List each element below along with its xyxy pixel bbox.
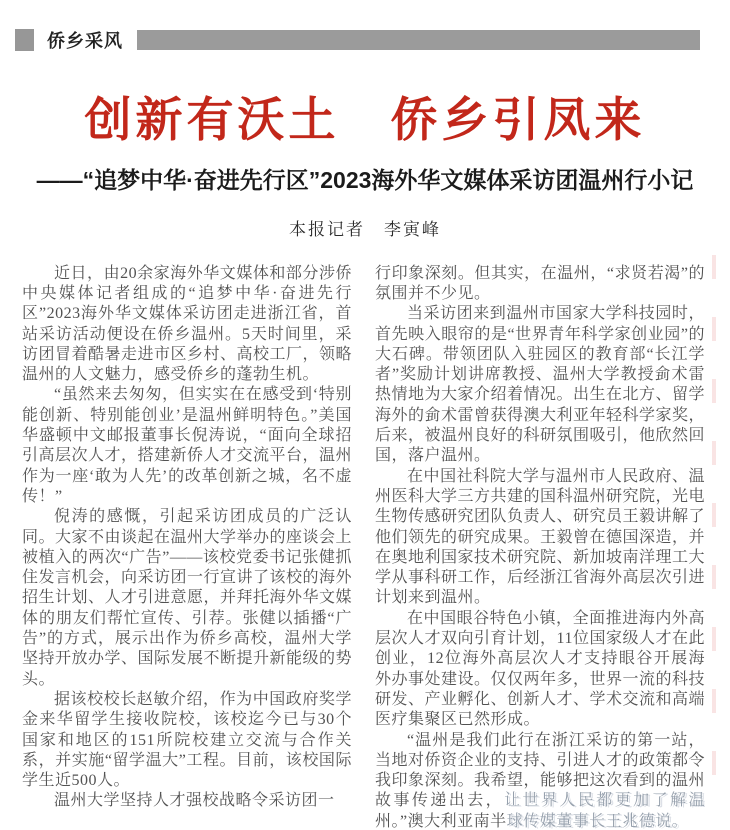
text-segment: 倪涛的感慨，引起采访团成员的广泛认同。大家不由谈起在温州大学举办的座谈会上被植入的两次“广告”——该校党委书记张健抓住发言机会，向采访团一行宣讲了该校的海外招生计划、人才引进意愿，并拜托海外华文媒体的朋友们帮忙宣传、引荐。张健以插播“广告”的方式，展示出作为侨乡高校，温州大学坚持开放办学、国际发展不断提升新能级的势头。 [22, 508, 353, 688]
body-paragraph [375, 609, 705, 731]
scan-artifact-decoration [712, 255, 716, 800]
article-column-right [375, 264, 705, 830]
article-column-left [22, 264, 352, 830]
body-paragraph [22, 690, 352, 791]
column-header-label: 侨乡采风 [47, 31, 123, 51]
text-segment: 当采访团来到温州市国家大学科技园时，首先映入眼帘的是“世界青年科学家创业园”的大石碑。带领团队入驻园区的教育部“长江学者”奖励计划讲席教授、温州大学教授侴术雷热情地为大家介绍着情况。出生在北方、留学海外的侴术雷曾获得澳大利亚年轻科学家奖，后来，被温州良好的科研氛围吸引，他欣然回国，落户温州。 [375, 305, 705, 465]
text-segment: “虽然来去匆匆，但实实在在感受到‘特别能创新、特别能创业’是温州鲜明特色。”美国华盛顿中文邮报董事长倪涛说，“面向全球招引高层次人才，搭建新侨人才交流平台，温州作为一座‘敢为人先’的改革创新之城，名不虚传！” [22, 386, 353, 505]
body-paragraph [375, 731, 705, 830]
text-segment: 在中国眼谷特色小镇，全面推进海内外高层次人才双向引育计划，11位国家级人才在此创业，12位海外高层次人才支持眼谷开展海外办事处建设。仅仅两年多，世界一流的科技研发、产业孵化、创新人才、学术交流和高端医疗集聚区已然形成。 [375, 609, 705, 729]
body-paragraph [22, 791, 352, 811]
article-body [22, 264, 705, 830]
text-segment: “温州是我们此行在浙江采访的第一站，当地对侨资企业的支持、引进人才的政策都令我印象深刻。我希望，能够把这次看到的温州故事传递出去， [375, 731, 705, 810]
byline: 本报记者 李寅峰 [289, 219, 441, 239]
text-segment: 据该校校长赵敏介绍，作为中国政府奖学金来华留学生接收院校，该校迄今已与30个国家和地区的151所院校建立交流与合作关系，并实施“留学温大”工程。目前，该校国际学生近500人。 [22, 690, 352, 790]
text-segment: 州。”澳大利亚南半 [375, 812, 507, 830]
text-segment: 行印象深刻。但其实，在温州，“求贤若渴”的氛围并不少见。 [375, 264, 705, 302]
ghosted-text-segment: 球传媒董事长王兆德说。 [506, 812, 689, 830]
body-paragraph [375, 304, 705, 466]
article-title: 创新有沃土 侨乡引凤来 [84, 95, 646, 147]
text-segment: 温州大学坚持人才强校战略令采访团一 [54, 792, 335, 810]
body-paragraph [22, 385, 352, 507]
text-segment: 在中国社科院大学与温州市人民政府、温州医科大学三方共建的国科温州研究院，光电生物传感研究团队负责人、研究员王毅讲解了他们领先的研究成果。王毅曾在德国深造，并在奥地利国家技术研究院、新加坡南洋理工大学从事科研工作，后经浙江省海外高层次引进计划来到温州。 [375, 467, 705, 607]
text-segment: 近日，由20余家海外华文媒体和部分涉侨中央媒体记者组成的“追梦中华·奋进先行区”2023海外华文媒体采访团走进浙江省，首站采访活动便设在侨乡温州。5天时间里，采访团冒着酷暑走进市区乡村、高校工厂，领略温州的人文魅力，感受侨乡的蓬勃生机。 [22, 264, 353, 384]
column-header [15, 29, 700, 51]
ghosted-text-segment: 让世界人民都更加了解温 [504, 792, 705, 810]
header-bar-decoration [137, 30, 700, 50]
body-paragraph [375, 467, 705, 609]
body-paragraph [375, 264, 705, 305]
article-subtitle: ——“追梦中华·奋进先行区”2023海外华文媒体采访团温州行小记 [36, 166, 694, 193]
body-paragraph [22, 507, 352, 690]
header-square-decoration [15, 29, 34, 51]
body-paragraph [22, 264, 352, 386]
